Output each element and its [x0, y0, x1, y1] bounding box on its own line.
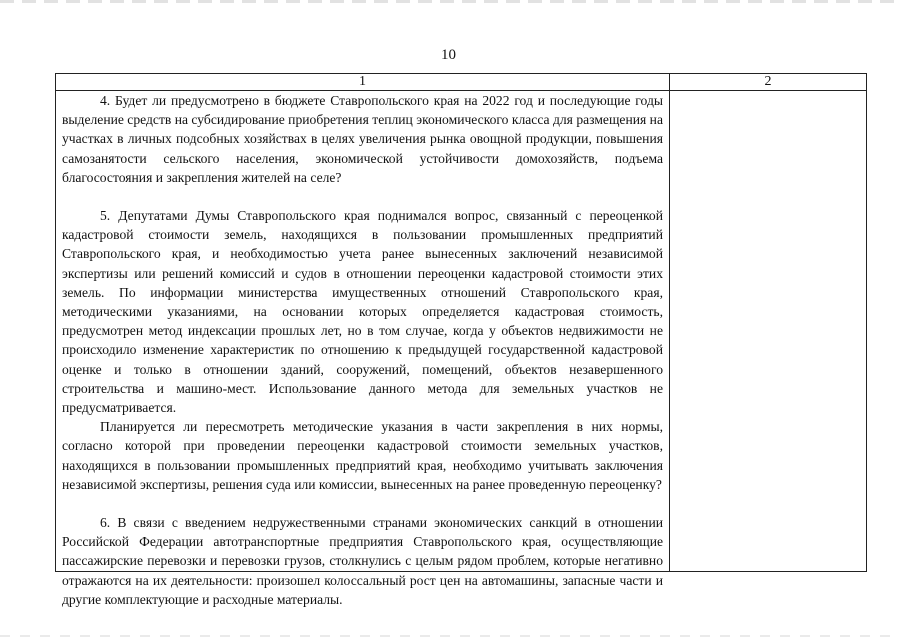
table-header-row	[56, 74, 866, 91]
column-header-2: 2	[764, 74, 772, 89]
page-number: 10	[441, 47, 456, 63]
paragraph-gap	[62, 187, 663, 206]
scan-artifact-top	[0, 0, 897, 3]
table-cell-text	[62, 91, 663, 609]
paragraph-gap	[62, 494, 663, 513]
question-6-paragraph: 6. В связи с введением недружественными странами экономических санкций в отношении Российской Федерации автотранспортные предприятия Ставропольского края, осуществляющие пассажирские перевозки и перевозки грузов, столкнулись с целым рядом проблем, которые негативно отражаются на их деятельности: произошел колоссальный рост цен на автомашины, запасные части и другие комплектующие и расходные материалы.	[62, 515, 663, 607]
document-table	[55, 73, 867, 607]
column-header-1: 1	[359, 74, 366, 89]
question-5-followup-paragraph: Планируется ли пересмотреть методические указания в части закрепления в них нормы, согласно которой при проведении переоценки кадастровой стоимости земельных участков, находящихся в пользовании промышленных предприятий края, необходимо учитывать заключения независимой экспертизы, решения суда или комиссии, вынесенных на ранее проведенную переоценку?	[62, 419, 663, 492]
column-divider	[669, 74, 670, 571]
scan-artifact-bottom	[0, 635, 897, 637]
question-4-paragraph: 4. Будет ли предусмотрено в бюджете Ставропольского края на 2022 год и последующие годы выделение средств на субсидирование приобретения теплиц экономического класса для размещения на участках в личных подсобных хозяйствах в целях увеличения рынка овощной продукции, повышения самозанятости сельского населения, экономической устойчивости домохозяйств, подъема благосостояния и закрепления жителей на селе?	[62, 93, 663, 185]
question-5-paragraph: 5. Депутатами Думы Ставропольского края поднимался вопрос, связанный с переоценкой кадастровой стоимости земель, находящихся в пользовании промышленных предприятий Ставропольского края, и необходимостью учета ранее вынесенных заключений независимой экспертизы или решений комиссий и судов в отношении переоценки кадастровой стоимости этих земель. По информации министерства имущественных отношений Ставропольского края, методическими указаниями, на основании которых определяется кадастровая стоимость, предусмотрен метод индексации прошлых лет, но в том случае, когда у объектов недвижимости не происходило изменение характеристик по отношению к предыдущей государственной кадастровой оценке и только в отношении зданий, сооружений, помещений, объектов незавершенного строительства и машино-мест. Использование данного метода для земельных участков не предусматривается.	[62, 208, 663, 416]
